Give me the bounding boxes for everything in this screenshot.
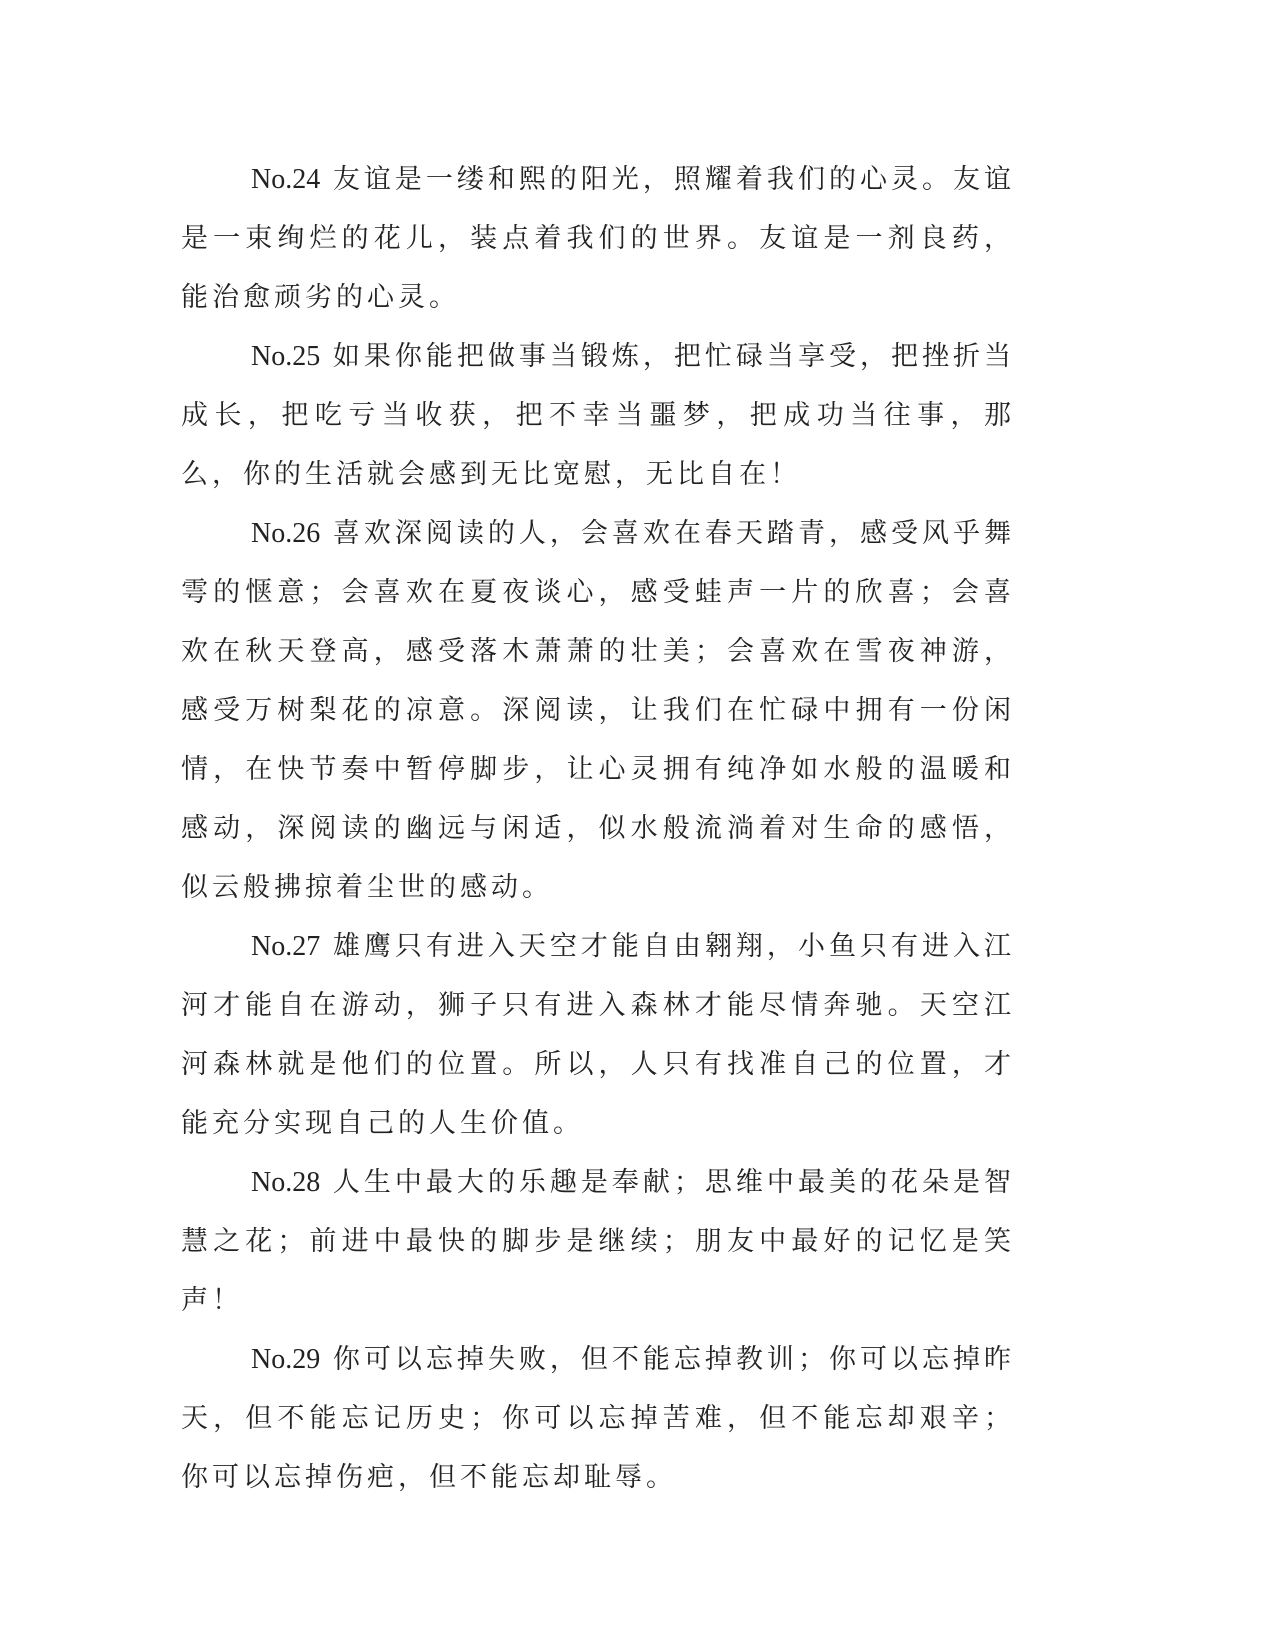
paragraph-text: 你可以忘掉失败，但不能忘掉教训；你可以忘掉昨天，但不能忘记历史；你可以忘掉苦难，但不能忘却艰辛；你可以忘掉伤疤，但不能忘却耻辱。 — [181, 1344, 1015, 1493]
paragraph-number: No.27 — [251, 931, 321, 962]
document-page — [181, 150, 1015, 1507]
paragraph-26 — [181, 504, 1015, 917]
paragraph-text: 人生中最大的乐趣是奉献；思维中最美的花朵是智慧之花；前进中最快的脚步是继续；朋友中最好的记忆是笑声！ — [181, 1167, 1015, 1316]
paragraph-number: No.25 — [251, 341, 321, 372]
paragraph-number: No.26 — [251, 518, 321, 549]
paragraph-number: No.28 — [251, 1167, 321, 1198]
paragraph-number: No.29 — [251, 1344, 321, 1375]
paragraph-text: 如果你能把做事当锻炼，把忙碌当享受，把挫折当成长，把吃亏当收获，把不幸当噩梦，把成功当往事，那么，你的生活就会感到无比宽慰，无比自在！ — [181, 341, 1015, 490]
paragraph-29 — [181, 1330, 1015, 1507]
paragraph-25 — [181, 327, 1015, 504]
paragraph-24 — [181, 150, 1015, 327]
paragraph-text: 喜欢深阅读的人，会喜欢在春天踏青，感受风乎舞雩的惬意；会喜欢在夏夜谈心，感受蛙声一片的欣喜；会喜欢在秋天登高，感受落木萧萧的壮美；会喜欢在雪夜神游，感受万树梨花的凉意。深阅读，让我们在忙碌中拥有一份闲情，在快节奏中暂停脚步，让心灵拥有纯净如水般的温暖和感动，深阅读的幽远与闲适，似水般流淌着对生命的感悟，似云般拂掠着尘世的感动。 — [181, 518, 1015, 903]
paragraph-number: No.24 — [251, 164, 321, 195]
paragraph-text: 友谊是一缕和熙的阳光，照耀着我们的心灵。友谊是一束绚烂的花儿，装点着我们的世界。友谊是一剂良药，能治愈顽劣的心灵。 — [181, 164, 1015, 313]
paragraph-text: 雄鹰只有进入天空才能自由翱翔，小鱼只有进入江河才能自在游动，狮子只有进入森林才能尽情奔驰。天空江河森林就是他们的位置。所以，人只有找准自己的位置，才能充分实现自己的人生价值。 — [181, 931, 1015, 1139]
paragraph-28 — [181, 1153, 1015, 1330]
paragraph-27 — [181, 917, 1015, 1153]
